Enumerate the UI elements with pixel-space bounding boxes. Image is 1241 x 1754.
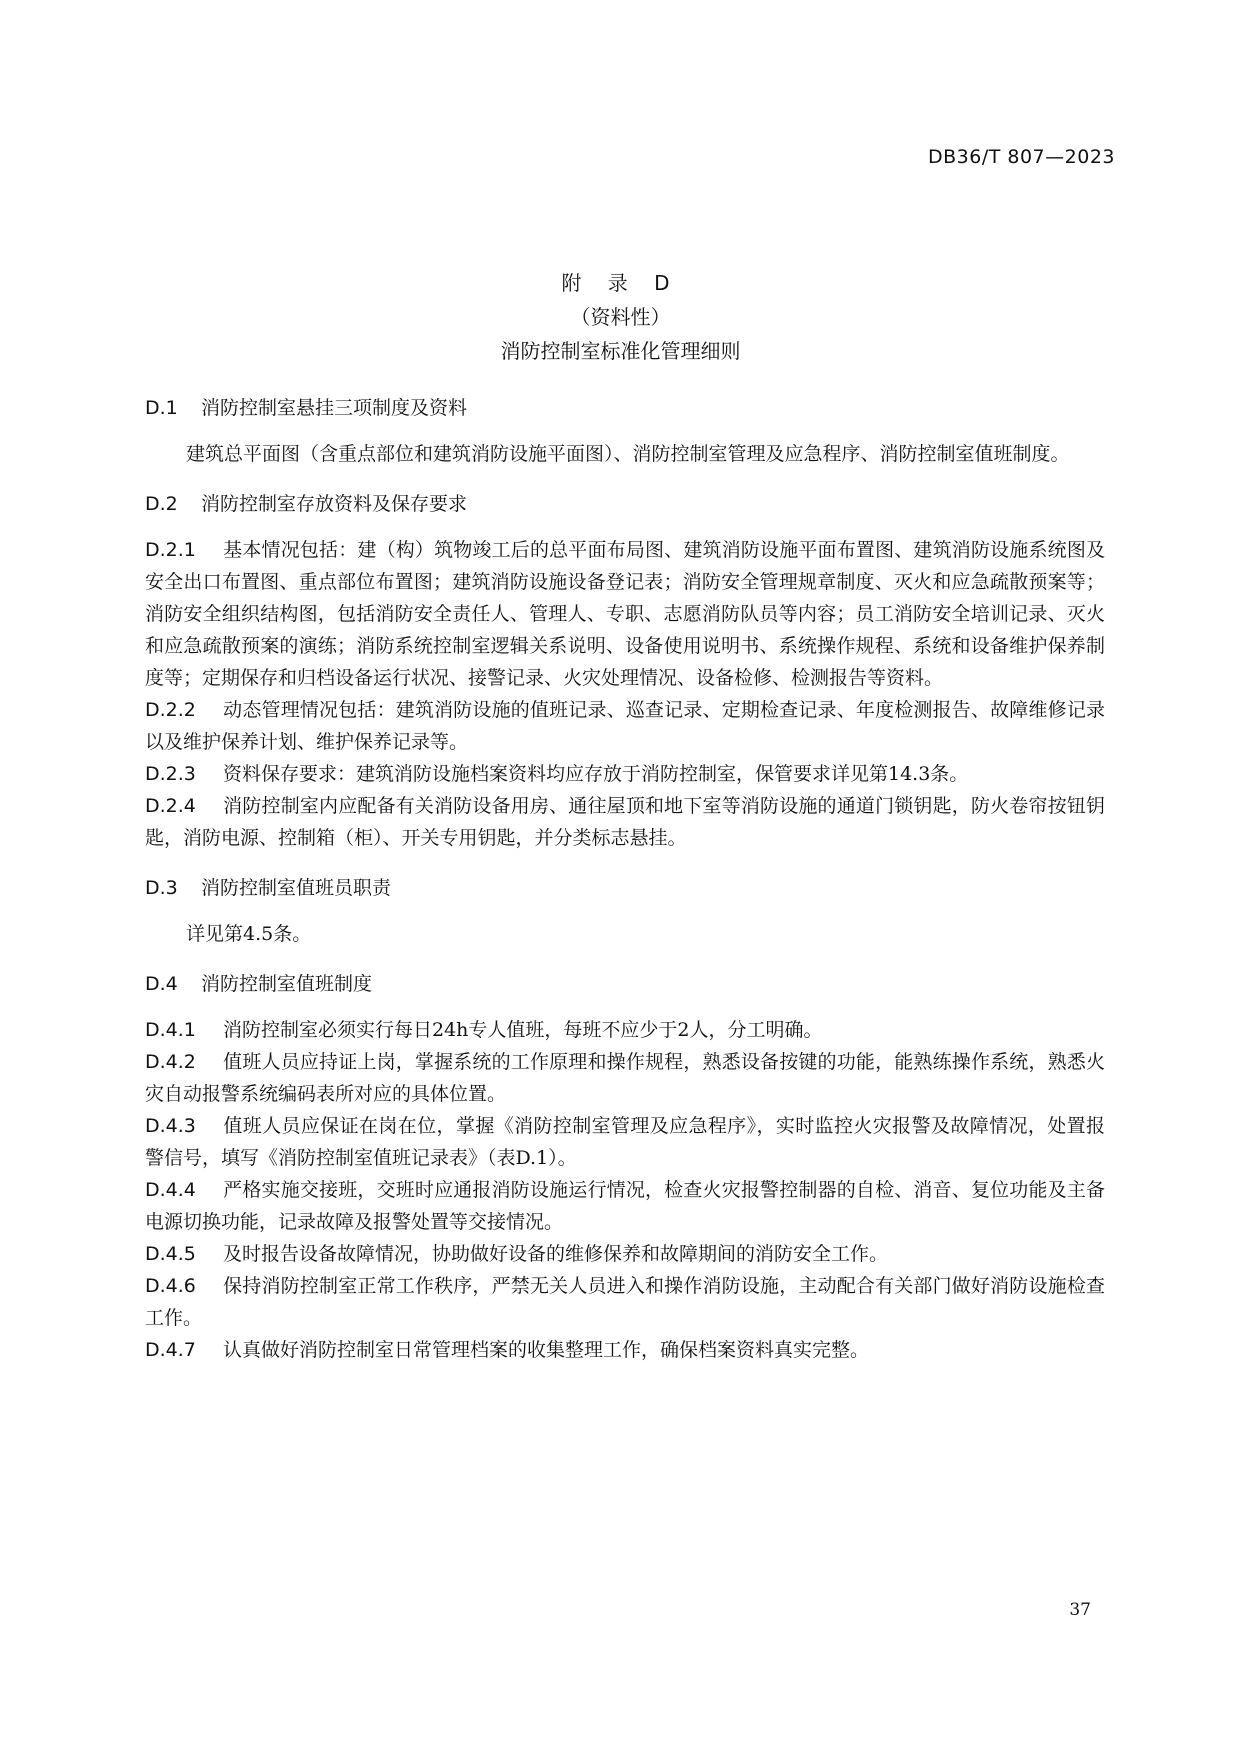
section-number: D.4 [145,973,178,995]
clause-number: D.4.4 [145,1179,196,1201]
section-title: 消防控制室值班员职责 [201,877,392,899]
clause-text: 及时报告设备故障情况，协助做好设备的维修保养和故障期间的消防安全工作。 [223,1243,889,1265]
clause-number: D.4.6 [145,1275,196,1297]
clause-text: 严格实施交接班，交班时应通报消防设施运行情况，检查火灾报警控制器的自检、消音、复位功能及主备电源切换功能，记录故障及报警处置等交接情况。 [145,1179,1105,1233]
appendix-title: 附 录 D [561,271,680,295]
clause-text: 资料保存要求：建筑消防设施档案资料均应存放于消防控制室，保管要求详见第14.3条。 [223,763,969,785]
appendix-name: 消防控制室标准化管理细则 [500,339,741,363]
clause-text: 值班人员应持证上岗，掌握系统的工作原理和操作规程，熟悉设备按键的功能，能熟练操作系统，熟悉火灾自动报警系统编码表所对应的具体位置。 [145,1051,1105,1105]
clause-number: D.2.4 [145,795,196,817]
section-heading-d4 [145,968,1105,1000]
section-number: D.2 [145,493,178,515]
clause-number: D.4.1 [145,1019,196,1041]
clause-d4-7 [145,1334,1105,1366]
clause-number: D.4.3 [145,1115,196,1137]
section-title: 消防控制室存放资料及保存要求 [201,493,468,515]
section-paragraph: 建筑总平面图（含重点部位和建筑消防设施平面图）、消防控制室管理及应急程序、消防控制室值班制度。 [186,443,1070,465]
section-number: D.3 [145,877,178,899]
clause-d2-2 [145,694,1105,758]
section-title: 消防控制室值班制度 [201,973,373,995]
standard-code: DB36/T 807—2023 [927,146,1115,168]
section-heading-d2 [145,488,1105,520]
page-number: 37 [1069,1600,1091,1620]
clause-d2-4 [145,790,1105,854]
clause-number: D.4.2 [145,1051,196,1073]
appendix-type: （资料性） [570,305,671,329]
section-paragraph: 详见第4.5条。 [186,923,312,945]
clause-text: 认真做好消防控制室日常管理档案的收集整理工作，确保档案资料真实完整。 [223,1339,870,1361]
clause-group-d4 [145,1014,1105,1366]
clause-number: D.2.1 [145,539,196,561]
clause-d2-3 [145,758,1105,790]
clause-d4-2 [145,1046,1105,1110]
clause-d4-4 [145,1174,1105,1238]
clause-text: 保持消防控制室正常工作秩序，严禁无关人员进入和操作消防设施，主动配合有关部门做好消防设施检查工作。 [145,1275,1105,1329]
clause-d4-6 [145,1270,1105,1334]
section-title: 消防控制室悬挂三项制度及资料 [201,397,468,419]
clause-d2-1 [145,534,1105,694]
clause-number: D.2.3 [145,763,196,785]
section-heading-d3 [145,872,1105,904]
clause-number: D.2.2 [145,699,196,721]
clause-number: D.4.7 [145,1339,196,1361]
clause-text: 基本情况包括：建（构）筑物竣工后的总平面布局图、建筑消防设施平面布置图、建筑消防设施系统图及安全出口布置图、重点部位布置图；建筑消防设施设备登记表；消防安全管理规章制度、灭火和应急疏散预案等；消防安全组织结构图，包括消防安全责任人、管理人、专职、志愿消防队员等内容；员工消防安全培训记录、灭火和应急疏散预案的演练；消防系统控制室逻辑关系说明、设备使用说明书、系统操作规程、系统和设备维护保养制度等；定期保存和归档设备运行状况、接警记录、火灾处理情况、设备检修、检测报告等资料。 [145,539,1105,689]
clause-text: 消防控制室内应配备有关消防设备用房、通往屋顶和地下室等消防设施的通道门锁钥匙，防火卷帘按钮钥匙，消防电源、控制箱（柜）、开关专用钥匙，并分类标志悬挂。 [145,795,1105,849]
clause-text: 消防控制室必须实行每日24h专人值班，每班不应少于2人，分工明确。 [223,1019,823,1041]
section-number: D.1 [145,397,178,419]
clause-number: D.4.5 [145,1243,196,1265]
clause-group-d2 [145,534,1105,854]
clause-d4-5 [145,1238,1105,1270]
clause-text: 值班人员应保证在岗在位，掌握《消防控制室管理及应急程序》，实时监控火灾报警及故障情况，处置报警信号，填写《消防控制室值班记录表》（表D.1）。 [145,1115,1105,1169]
clause-text: 动态管理情况包括：建筑消防设施的值班记录、巡查记录、定期检查记录、年度检测报告、故障维修记录以及维护保养计划、维护保养记录等。 [145,699,1105,753]
appendix-heading [0,266,1241,368]
clause-d4-1 [145,1014,1105,1046]
section-heading-d1 [145,392,1105,424]
document-body [145,392,1105,1384]
clause-d4-3 [145,1110,1105,1174]
